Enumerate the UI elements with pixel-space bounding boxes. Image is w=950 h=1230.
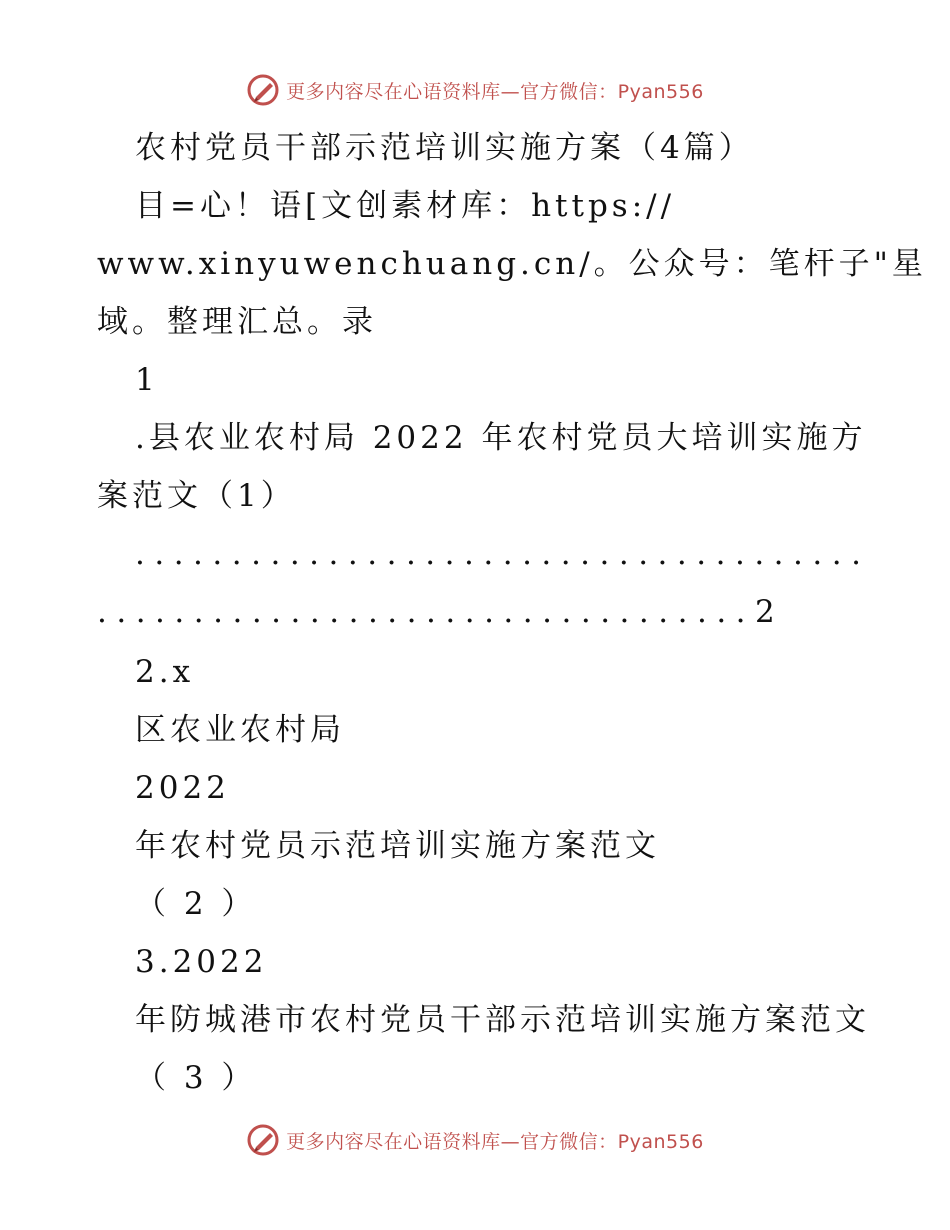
toc-entry: 2022	[135, 770, 230, 806]
header-watermark-banner	[0, 70, 950, 110]
toc-entry: 2.x	[135, 654, 195, 690]
toc-entry: （ 2 ）	[135, 886, 257, 922]
toc-entry: .县农业农村局 2022 年农村党员大培训实施方	[135, 420, 867, 456]
pen-logo-icon	[246, 73, 280, 107]
pen-logo-icon	[246, 1123, 280, 1157]
toc-leader-dots: ......................................	[135, 536, 871, 572]
toc-number: 1	[135, 362, 159, 398]
toc-entry: 3.2022	[135, 944, 268, 980]
toc-entry: （ 3 ）	[135, 1060, 257, 1096]
toc-entry: 年防城港市农村党员干部示范培训实施方案范文	[135, 1002, 870, 1038]
document-title: 农村党员干部示范培训实施方案（4篇）	[135, 130, 754, 166]
text-line: 域。整理汇总。录	[97, 304, 377, 340]
watermark-text: 更多内容尽在心语资料库—官方微信：Pyan556	[286, 1130, 704, 1153]
toc-leader-dots-page: ..................................2	[97, 594, 785, 630]
text-line: www.xinyuwenchuang.cn/。公众号：笔杆子"星	[97, 246, 927, 282]
watermark-text: 更多内容尽在心语资料库—官方微信：Pyan556	[286, 80, 704, 103]
toc-entry: 区农业农村局	[135, 712, 345, 748]
toc-entry: 案范文（1）	[97, 478, 296, 514]
footer-watermark-banner	[0, 1120, 950, 1160]
text-line: 目=心！语[文创素材库：https://	[135, 188, 676, 224]
toc-entry: 年农村党员示范培训实施方案范文	[135, 828, 660, 864]
